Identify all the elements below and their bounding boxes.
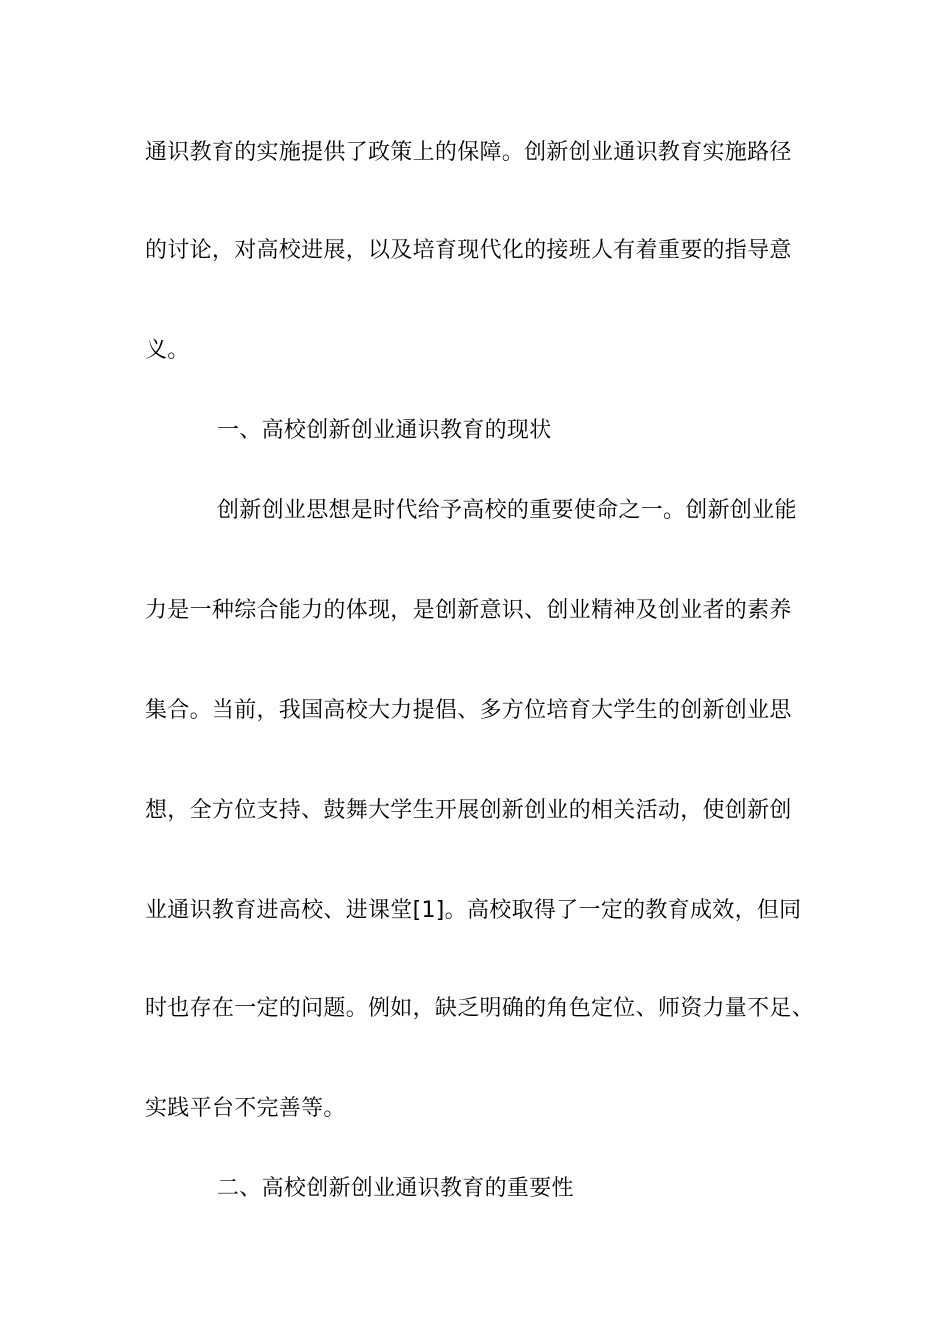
section-heading: 一、高校创新创业通识教育的现状 bbox=[217, 418, 552, 443]
paragraph-line: 时也存在一定的问题。例如，缺乏明确的角色定位、师资力量不足、 bbox=[145, 996, 815, 1021]
section-heading: 二、高校创新创业通识教育的重要性 bbox=[217, 1176, 574, 1201]
paragraph-line: 业通识教育进高校、进课堂[1]。高校取得了一定的教育成效，但同 bbox=[145, 898, 802, 923]
paragraph-line: 集合。当前，我国高校大力提倡、多方位培育大学生的创新创业思 bbox=[145, 698, 792, 723]
paragraph-line: 想，全方位支持、鼓舞大学生开展创新创业的相关活动，使创新创 bbox=[145, 798, 792, 823]
paragraph-line: 实践平台不完善等。 bbox=[145, 1096, 346, 1121]
paragraph-line: 义。 bbox=[145, 338, 190, 363]
paragraph-line: 力是一种综合能力的体现，是创新意识、创业精神及创业者的素养 bbox=[145, 598, 792, 623]
paragraph-line: 的讨论，对高校进展，以及培育现代化的接班人有着重要的指导意 bbox=[145, 238, 792, 263]
paragraph-line: 创新创业思想是时代给予高校的重要使命之一。创新创业能 bbox=[217, 498, 797, 523]
paragraph-line: 通识教育的实施提供了政策上的保障。创新创业通识教育实施路径 bbox=[145, 140, 792, 165]
